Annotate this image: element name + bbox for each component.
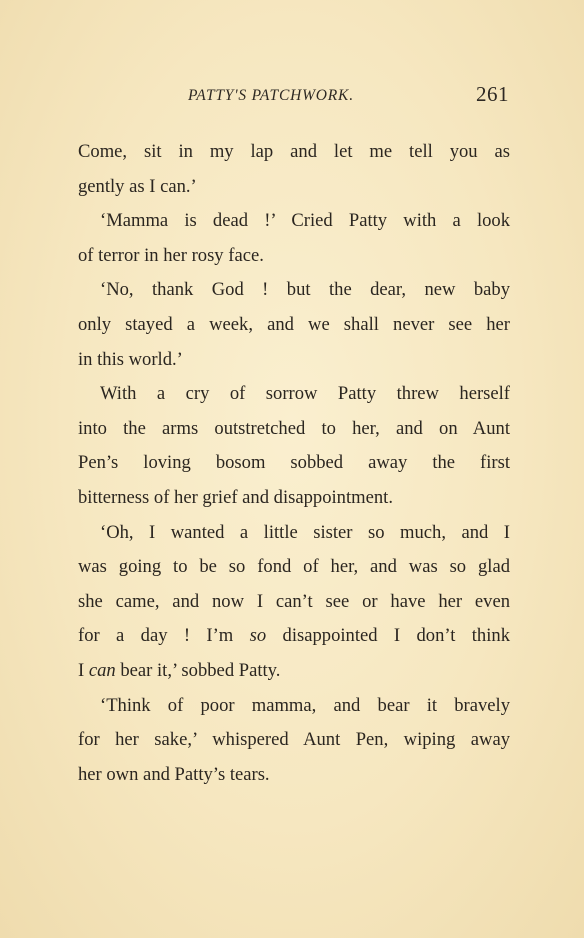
- text-line: for her sake,’ whispered Aunt Pen, wiping away: [78, 729, 510, 751]
- text-line: gently as I can.’: [78, 175, 197, 197]
- text-line: With a cry of sorrow Patty threw herself: [100, 383, 510, 405]
- emphasis: can: [88, 659, 116, 681]
- text-line: I can bear it,’ sobbed Patty.: [78, 659, 281, 681]
- emphasis: so: [249, 625, 267, 647]
- text-line: for a day ! I’m so disappointed I don’t think: [78, 625, 510, 647]
- text-line: was going to be so fond of her, and was so glad: [78, 556, 510, 578]
- text-line: her own and Patty’s tears.: [78, 763, 270, 785]
- text-line: of terror in her rosy face.: [78, 244, 264, 266]
- text-line: Come, sit in my lap and let me tell you as: [78, 141, 510, 162]
- text-line: ‘Oh, I wanted a little sister so much, and I: [100, 521, 510, 543]
- text-line: bitterness of her grief and disappointment.: [78, 486, 393, 508]
- running-title: PATTY'S PATCHWORK.: [188, 87, 354, 104]
- page-number: 261: [476, 82, 509, 106]
- body-text: [78, 135, 510, 792]
- text-line: into the arms outstretched to her, and on Aunt: [78, 417, 510, 439]
- text-line: she came, and now I can’t see or have her even: [78, 590, 510, 612]
- text-line: Pen’s loving bosom sobbed away the first: [78, 452, 510, 474]
- text-line: only stayed a week, and we shall never see her: [78, 313, 510, 335]
- text-line: ‘Mamma is dead !’ Cried Patty with a look: [100, 210, 510, 232]
- page-header: [0, 82, 584, 106]
- text-line: ‘No, thank God ! but the dear, new baby: [100, 279, 510, 301]
- text-line: in this world.’: [78, 348, 183, 370]
- text-line: ‘Think of poor mamma, and bear it bravely: [100, 694, 510, 716]
